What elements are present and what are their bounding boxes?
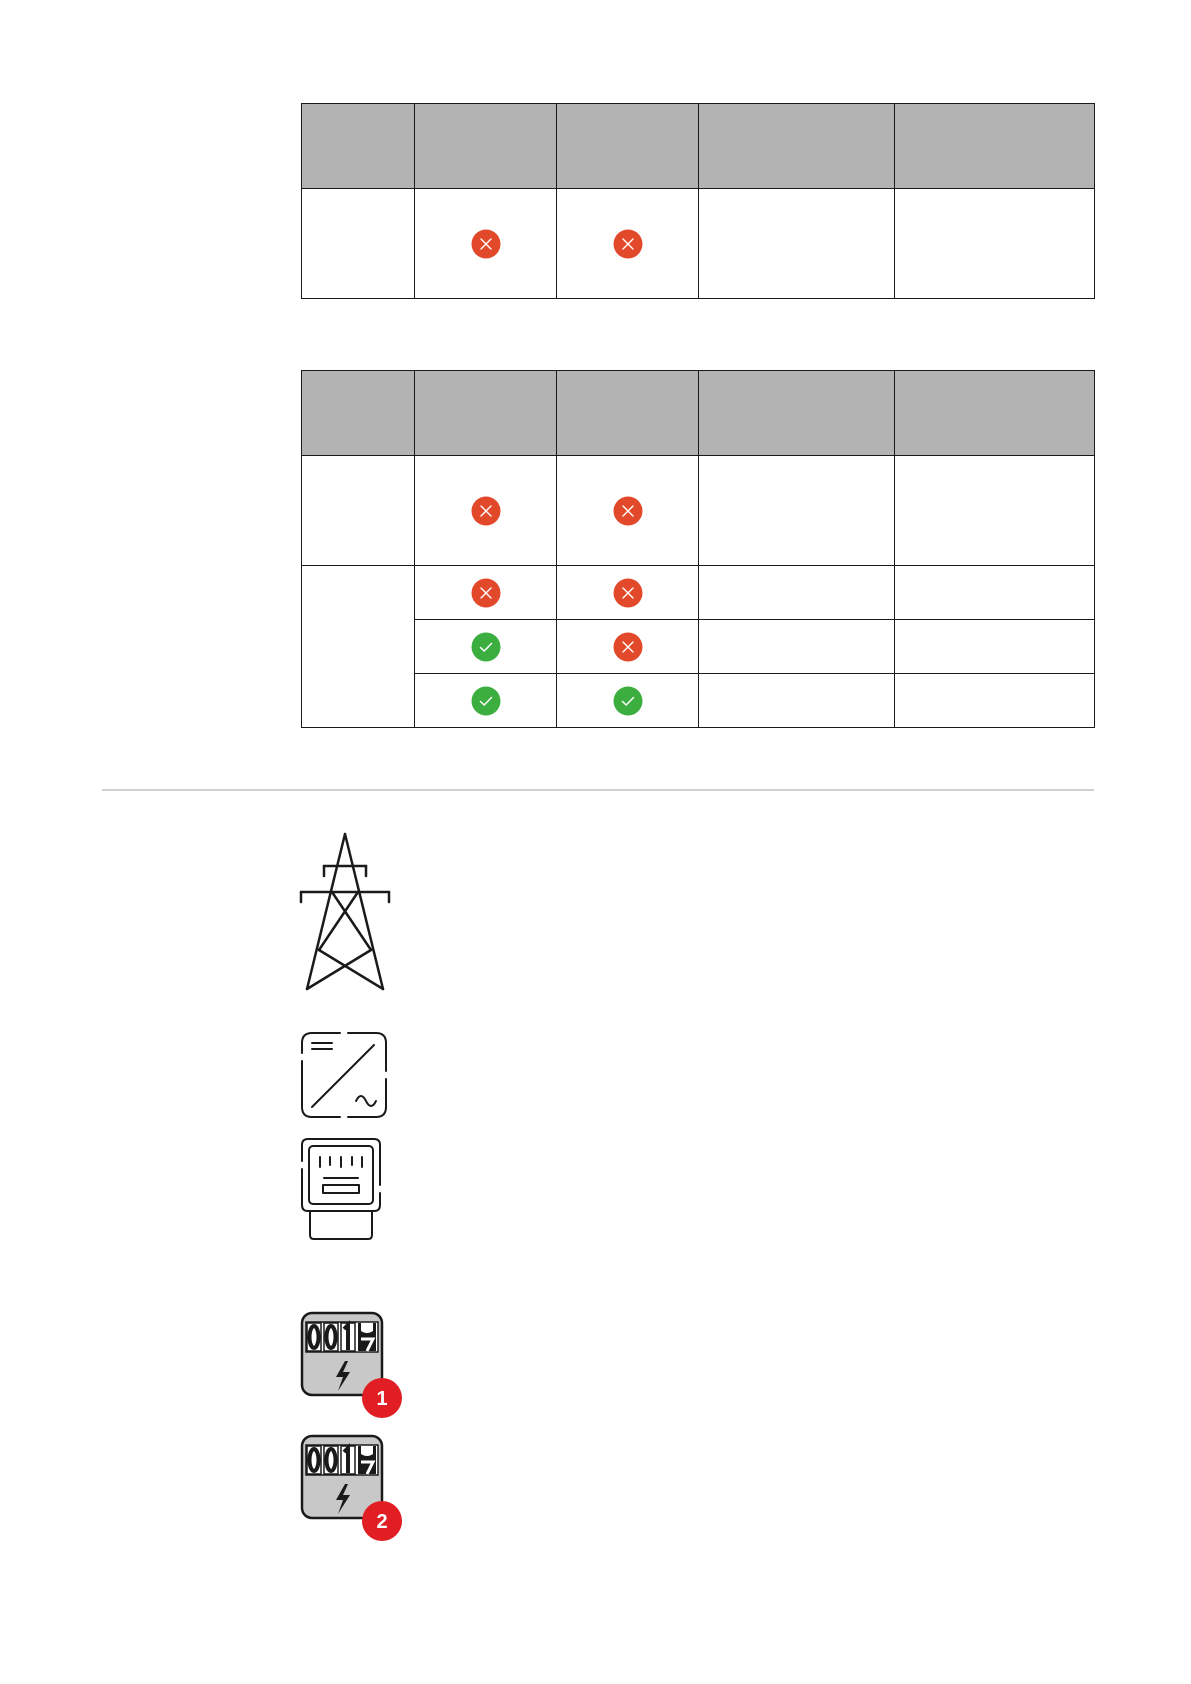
power-pylon-icon [298, 832, 392, 992]
cross-icon [613, 229, 643, 259]
row-label-cell [302, 566, 415, 728]
header-cell [895, 104, 1095, 189]
cross-icon [613, 578, 643, 608]
header-cell [557, 371, 699, 456]
table-cell [895, 674, 1095, 728]
energy-meter-icon [300, 1311, 406, 1421]
header-cell [699, 371, 895, 456]
table-header-row [302, 371, 1095, 456]
status-cell [557, 674, 699, 728]
check-icon [471, 632, 501, 662]
row-label-cell [302, 189, 415, 299]
energy-meter-icon [300, 1434, 406, 1544]
table-cell [895, 189, 1095, 299]
header-cell [415, 104, 557, 189]
table-cell [895, 566, 1095, 620]
inverter-icon [300, 1031, 388, 1119]
cross-icon [613, 496, 643, 526]
table-cell [895, 456, 1095, 566]
cross-icon [471, 229, 501, 259]
table-row [302, 674, 1095, 728]
table-row [302, 620, 1095, 674]
cross-icon [471, 496, 501, 526]
table-cell [699, 189, 895, 299]
cross-icon [613, 632, 643, 662]
status-cell [557, 620, 699, 674]
table-cell [699, 620, 895, 674]
status-cell [557, 566, 699, 620]
meter-badge-number: 2 [376, 1511, 388, 1533]
check-icon [471, 686, 501, 716]
status-cell [557, 189, 699, 299]
header-cell [699, 104, 895, 189]
table-cell [699, 674, 895, 728]
table-row [302, 456, 1095, 566]
status-cell [415, 620, 557, 674]
row-label-cell [302, 456, 415, 566]
status-cell [415, 566, 557, 620]
table-cell [699, 566, 895, 620]
table-row [302, 566, 1095, 620]
header-cell [415, 371, 557, 456]
status-cell [557, 456, 699, 566]
section-divider [102, 789, 1094, 791]
header-cell [302, 104, 415, 189]
table-cell [895, 620, 1095, 674]
header-cell [895, 371, 1095, 456]
status-cell [415, 189, 557, 299]
cross-icon [471, 578, 501, 608]
check-icon [613, 686, 643, 716]
status-cell [415, 674, 557, 728]
status-cell [415, 456, 557, 566]
table-1 [301, 103, 1095, 299]
table-2 [301, 370, 1095, 728]
table-row [302, 189, 1095, 299]
header-cell [302, 371, 415, 456]
electricity-meter-icon [300, 1137, 382, 1241]
table-cell [699, 456, 895, 566]
header-cell [557, 104, 699, 189]
meter-badge-number: 1 [376, 1388, 388, 1410]
table-header-row [302, 104, 1095, 189]
